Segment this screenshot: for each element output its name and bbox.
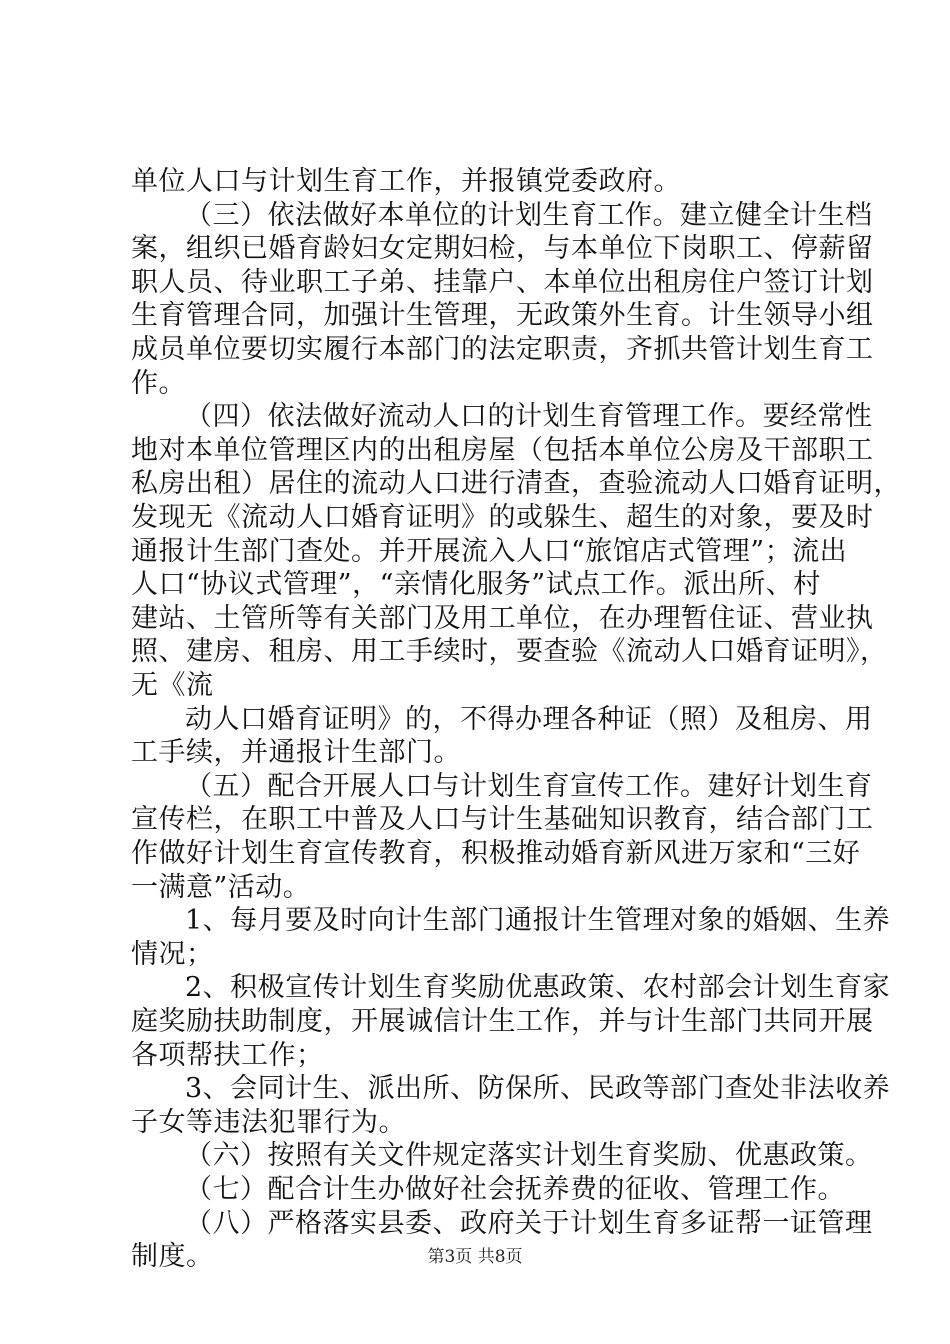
text-line: （三）依法做好本单位的计划生育工作。建立健全计生档 [185, 199, 873, 231]
text-line: 各项帮扶工作； [131, 1039, 324, 1071]
text-line: 3、会同计生、派出所、防保所、民政等部门查处非法收养 [185, 1073, 891, 1105]
text-line: 工手续，并通报计生部门。 [131, 737, 461, 769]
text-line: 宣传栏，在职工中普及人口与计生基础知识教育，结合部门工 [131, 804, 874, 836]
text-line: 作做好计划生育宣传教育，积极推动婚育新风进万家和“三好 [131, 838, 861, 869]
page-number: 第3页 共8页 [427, 1247, 523, 1267]
text-line: 发现无《流动人口婚育证明》的或躲生、超生的对象，要及时 [131, 502, 874, 533]
text-line: 动人口婚育证明》的，不得办理各种证（照）及租房、用 [185, 703, 873, 735]
text-line: 成员单位要切实履行本部门的法定职责，齐抓共管计划生育工 [131, 334, 874, 365]
text-line: 制度。 [131, 1241, 214, 1273]
text-line: 无《流 [131, 670, 214, 701]
text-line: 建站、土管所等有关部门及用工单位，在办理暂住证、营业执 [131, 602, 874, 634]
text-line: 地对本单位管理区内的出租房屋（包括本单位公房及干部职工 [131, 434, 874, 466]
text-line: 2、积极宣传计划生育奖励优惠政策、农村部会计划生育家 [185, 972, 891, 1004]
text-line: （四）依法做好流动人口的计划生育管理工作。要经常性 [185, 401, 873, 433]
text-line: 通报计生部门查处。并开展流入人口“旅馆店式管理”；流出 [131, 535, 848, 567]
text-line: 私房出租）居住的流动人口进行清查，查验流动人口婚育证明， [131, 468, 901, 500]
text-line: 单位人口与计划生育工作，并报镇党委政府。 [131, 166, 681, 197]
text-line: 人口“协议式管理”，“亲情化服务”试点工作。派出所、村 [131, 569, 821, 601]
text-line: （五）配合开展人口与计划生育宣传工作。建好计划生育 [185, 770, 873, 802]
text-line: 照、建房、租房、用工手续时，要查验《流动人口婚育证明》， [131, 636, 888, 668]
text-line: 生育管理合同，加强计生管理，无政策外生育。计生领导小组 [131, 300, 874, 332]
text-line: 子女等违法犯罪行为。 [131, 1106, 406, 1138]
text-line: 职人员、待业职工子弟、挂靠户、本单位出租房住户签订计划 [131, 266, 874, 298]
text-line: （八）严格落实县委、政府关于计划生育多证帮一证管理 [185, 1207, 873, 1239]
text-line: （七）配合计生办做好社会抚养费的征收、管理工作。 [185, 1174, 845, 1205]
text-line: （六）按照有关文件规定落实计划生育奖励、优惠政策。 [185, 1140, 873, 1172]
text-line: 作。 [131, 367, 186, 399]
text-line: 一满意”活动。 [131, 871, 311, 903]
text-line: 1、每月要及时向计生部门通报计生管理对象的婚姻、生养 [185, 905, 891, 937]
text-line: 案，组织已婚育龄妇女定期妇检，与本单位下岗职工、停薪留 [131, 233, 874, 265]
text-line: 庭奖励扶助制度，开展诚信计生工作，并与计生部门共同开展 [131, 1006, 874, 1037]
text-line: 情况； [131, 938, 214, 970]
